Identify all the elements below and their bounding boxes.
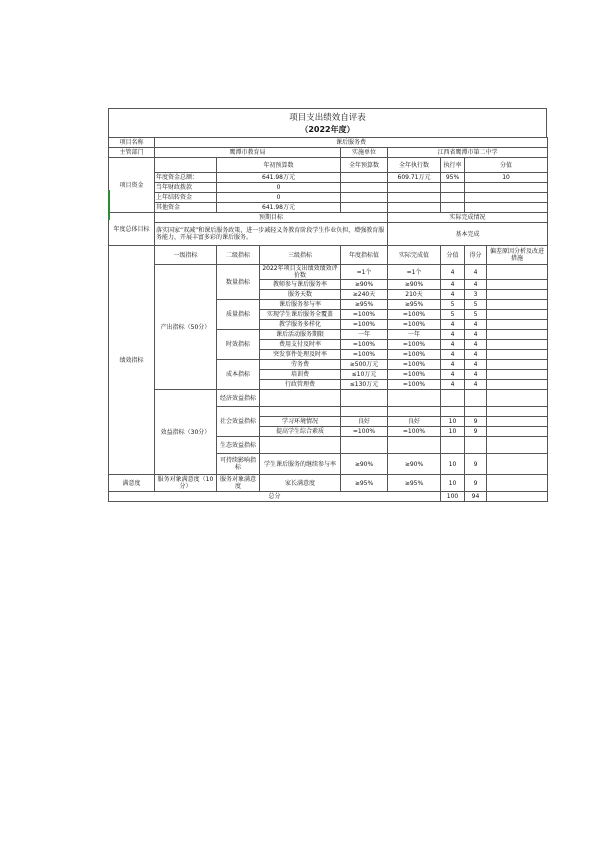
indicator-score: 10: [441, 417, 465, 427]
perf-label: 绩效指标: [109, 246, 155, 475]
funds-row-label: 其他资金: [155, 203, 217, 213]
indicator-name: 教师参与课后服务率: [260, 280, 341, 290]
indicator-got: 9: [465, 417, 487, 427]
indicator-score: 5: [441, 300, 465, 310]
funds-init: 641.98万元: [217, 173, 341, 183]
indicator-got: 9: [465, 427, 487, 437]
sustain-label: 可持续影响指标: [217, 454, 260, 475]
evaluation-sheet: [108, 108, 547, 502]
goal-header-row: [109, 213, 548, 223]
dept-value: 鹰潭市教育局: [155, 148, 341, 158]
perf-header: 偏差原因分析及改进措施: [487, 246, 548, 265]
indicator-name: 行政管理费: [260, 380, 341, 390]
indicator-got: 5: [465, 300, 487, 310]
indicator-name: 培训费: [260, 370, 341, 380]
indicator-score: 4: [441, 380, 465, 390]
goal-expected-text: 落实国家“双减”和课后服务政策，进一步减轻义务教育阶段学生作业负担，增强教育服务能力，开展丰富多彩的课后服务。: [155, 223, 388, 246]
funds-row-label: 上年结转资金: [155, 193, 217, 203]
indicator-name: 课后活动服务期限: [260, 330, 341, 340]
indicator-actual: 一年: [388, 330, 441, 340]
total-row: [109, 492, 548, 502]
selection-marker: [108, 190, 110, 220]
indicator-name: 2022年项目支出绩效绩效评价数: [260, 265, 341, 280]
indicator-got: 4: [465, 370, 487, 380]
benefit-label: 效益指标（30分）: [155, 390, 217, 475]
indicator-actual: =100%: [388, 427, 441, 437]
indicator-name: 费用支付及时率: [260, 340, 341, 350]
indicator-actual: =100%: [388, 340, 441, 350]
indicator-got: 4: [465, 330, 487, 340]
indicator-target: =100%: [341, 340, 388, 350]
goal-actual-text: 基本完成: [388, 223, 548, 246]
funds-init: 641.98万元: [217, 203, 341, 213]
indicator-score: 10: [441, 454, 465, 475]
goal-actual-header: 实际完成情况: [388, 213, 548, 223]
indicator-target: ≤130万元: [341, 380, 388, 390]
title-block: [108, 108, 547, 137]
indicator-score: 10: [441, 475, 465, 492]
indicator-score: 4: [441, 265, 465, 280]
output-label: 产出指标（50分）: [155, 265, 217, 390]
indicator-actual: ≥95%: [388, 300, 441, 310]
indicator-score: 4: [441, 330, 465, 340]
funds-row: [109, 203, 548, 213]
indicator-score: 10: [441, 427, 465, 437]
perf-header: 得分: [465, 246, 487, 265]
indicator-actual: ≥90%: [388, 454, 441, 475]
indicator-actual: =100%: [388, 370, 441, 380]
indicator-target: ≥90%: [341, 454, 388, 475]
indicator-actual: ≥95%: [388, 475, 441, 492]
total-score: 100: [441, 492, 465, 502]
funds-header-row: [109, 158, 548, 173]
satisfaction-label: 满意度: [109, 475, 155, 492]
indicator-actual: =100%: [388, 360, 441, 370]
goal-content-row: [109, 223, 548, 246]
dept-row: [109, 148, 548, 158]
funds-init: 0: [217, 183, 341, 193]
indicator-score: 4: [441, 290, 465, 300]
indicator-actual: =1个: [388, 265, 441, 280]
funds-row: [109, 193, 548, 203]
funds-label: 项目资金: [109, 158, 155, 213]
total-got: 94: [465, 492, 487, 502]
indicator-target: =100%: [341, 427, 388, 437]
perf-header: 三级指标: [260, 246, 341, 265]
funds-score: 10: [465, 173, 548, 183]
perf-header: 年度指标值: [341, 246, 388, 265]
indicator-actual: =100%: [388, 320, 441, 330]
indicator-score: 5: [441, 310, 465, 320]
indicator-name: 课后服务参与率: [260, 300, 341, 310]
funds-init: 0: [217, 193, 341, 203]
indicator-target: 良好: [341, 417, 388, 427]
indicator-name: 提高学生综合素质: [260, 427, 341, 437]
time-label: 时效指标: [217, 330, 260, 360]
indicator-score: 4: [441, 360, 465, 370]
economic-label: 经济效益指标: [217, 390, 260, 407]
indicator-actual: 良好: [388, 417, 441, 427]
indicator-target: ≥500万元: [341, 360, 388, 370]
satisfaction-level2: 服务对象满意度: [217, 475, 260, 492]
indicator-got: 4: [465, 280, 487, 290]
indicator-actual: =100%: [388, 310, 441, 320]
indicator-target: ≥95%: [341, 300, 388, 310]
indicator-score: 4: [441, 350, 465, 360]
indicator-name: 服务天数: [260, 290, 341, 300]
indicator-got: 9: [465, 475, 487, 492]
quality-label: 质量指标: [217, 300, 260, 330]
indicator-target: =100%: [341, 310, 388, 320]
indicator-actual: =100%: [388, 350, 441, 360]
indicator-target: ≥240天: [341, 290, 388, 300]
perf-header: 实际完成值: [388, 246, 441, 265]
indicator-target: ≤10万元: [341, 370, 388, 380]
form-year: （2022年度）: [300, 125, 355, 134]
indicator-target: =100%: [341, 350, 388, 360]
indicator-name: 实现学生课后服务全覆盖: [260, 310, 341, 320]
funds-row: [109, 183, 548, 193]
dept-label: 主管部门: [109, 148, 155, 158]
project-name-row: [109, 138, 548, 148]
total-label: 总分: [109, 492, 441, 502]
goal-expected-header: 预期目标: [155, 213, 388, 223]
funds-header: 全年执行数: [388, 158, 441, 173]
funds-row: [109, 173, 548, 183]
indicator-got: 5: [465, 310, 487, 320]
satisfaction-level1: 服务对象满意度（10分）: [155, 475, 217, 492]
indicator-got: 9: [465, 454, 487, 475]
perf-header-row: [109, 246, 548, 265]
indicator-target: 一年: [341, 330, 388, 340]
funds-exec: 609.71万元: [388, 173, 441, 183]
social-label: 社会效益指标: [217, 407, 260, 437]
project-name-label: 项目名称: [109, 138, 155, 148]
funds-header: 执行率: [441, 158, 465, 173]
funds-header: 全年预算数: [341, 158, 388, 173]
cost-label: 成本指标: [217, 360, 260, 390]
indicator-got: 4: [465, 380, 487, 390]
form-title: 项目支出绩效自评表: [289, 113, 366, 123]
indicator-score: 4: [441, 370, 465, 380]
indicator-actual: ≥90%: [388, 280, 441, 290]
indicator-name: 突发事件处理及时率: [260, 350, 341, 360]
perf-header: 二级指标: [217, 246, 260, 265]
indicator-actual: =100%: [388, 380, 441, 390]
indicator-name: 教学服务多样化: [260, 320, 341, 330]
project-name-value: 课后服务费: [155, 138, 548, 148]
indicator-target: =100%: [341, 320, 388, 330]
satisfaction-row: [109, 475, 548, 492]
unit-label: 实施单位: [341, 148, 388, 158]
perf-header: 分值: [441, 246, 465, 265]
indicator-got: 4: [465, 350, 487, 360]
indicator-score: 4: [441, 340, 465, 350]
indicator-name: 劳务费: [260, 360, 341, 370]
indicator-target: =1个: [341, 265, 388, 280]
indicator-got: 3: [465, 290, 487, 300]
unit-value: 江西省鹰潭市第二中学: [388, 148, 548, 158]
goal-label: 年度总体目标: [109, 213, 155, 246]
perf-header: 一级指标: [155, 246, 217, 265]
indicator-got: 4: [465, 320, 487, 330]
indicator-target: ≥90%: [341, 280, 388, 290]
indicator-name: 学生课后服务的继续参与率: [260, 454, 341, 475]
funds-row-label: 当年财政拨款: [155, 183, 217, 193]
funds-row-label: 年度资金总额：: [155, 173, 217, 183]
funds-header: 年初预算数: [217, 158, 341, 173]
indicator-actual: 210天: [388, 290, 441, 300]
indicator-score: 4: [441, 280, 465, 290]
evaluation-table: [108, 137, 548, 502]
funds-header: 分值: [465, 158, 548, 173]
funds-rate: 95%: [441, 173, 465, 183]
indicator-name: 家长满意度: [260, 475, 341, 492]
indicator-target: ≥95%: [341, 475, 388, 492]
funds-full: [341, 173, 388, 183]
perf-row: [109, 265, 548, 280]
indicator-got: 4: [465, 360, 487, 370]
indicator-got: 4: [465, 265, 487, 280]
indicator-name: 学习环境情况: [260, 417, 341, 427]
indicator-score: 4: [441, 320, 465, 330]
eco-label: 生态效益指标: [217, 437, 260, 454]
quantity-label: 数量指标: [217, 265, 260, 300]
perf-row: [109, 390, 548, 407]
indicator-got: 4: [465, 340, 487, 350]
